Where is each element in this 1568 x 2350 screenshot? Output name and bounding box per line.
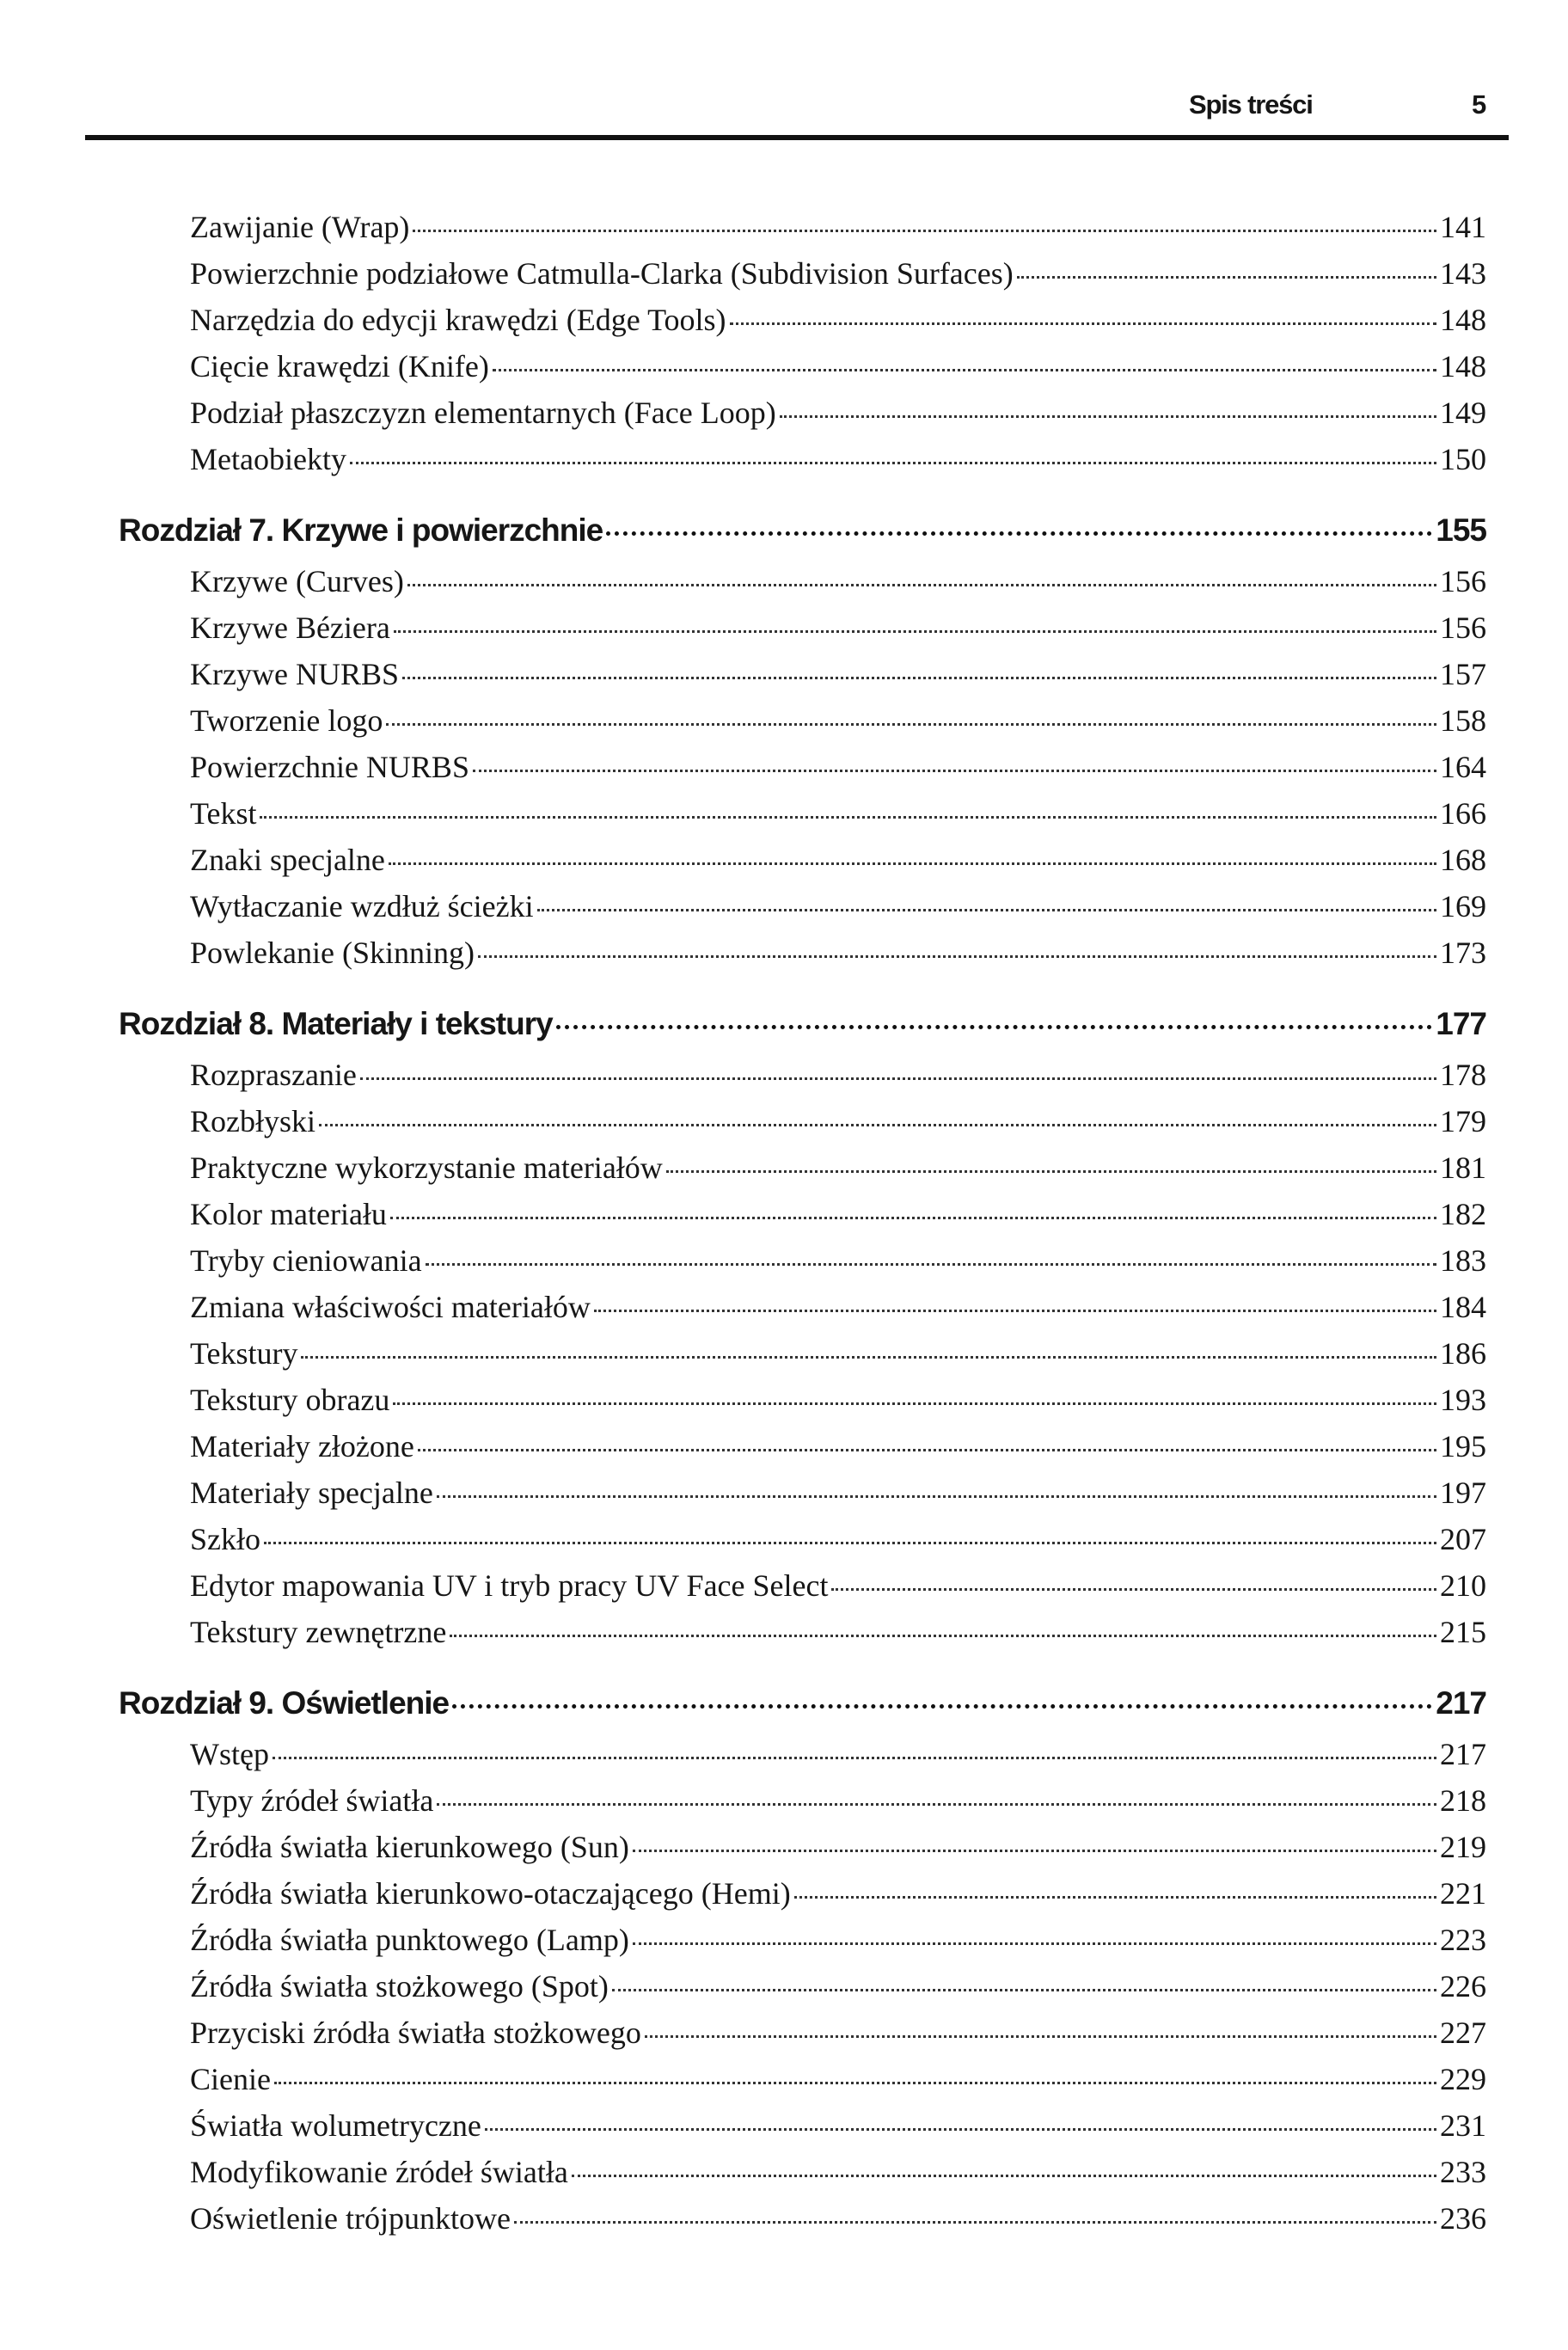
toc-page-number: 217	[1436, 1685, 1486, 1721]
toc-label: Tryby cieniowania	[190, 1243, 422, 1278]
running-header-title: Spis treści	[1189, 89, 1313, 120]
toc-entry	[0, 209, 1568, 255]
toc-label: Cienie	[190, 2062, 271, 2096]
dot-leader	[633, 1942, 1436, 1945]
toc-entry	[0, 1968, 1568, 2015]
toc-label: Źródła światła punktowego (Lamp)	[190, 1923, 629, 1957]
toc-label: Krzywe Béziera	[190, 611, 390, 645]
dot-leader	[537, 909, 1436, 911]
toc-chapter-heading	[0, 1685, 1568, 1732]
toc-entry	[0, 1875, 1568, 1922]
toc-entry	[0, 1289, 1568, 1335]
toc-page-number: 231	[1440, 2108, 1486, 2143]
toc-label: Światła wolumetryczne	[190, 2108, 481, 2143]
dot-leader	[594, 1310, 1436, 1312]
dot-leader	[260, 816, 1436, 819]
toc-entry	[0, 1782, 1568, 1829]
toc-label: Typy źródeł światła	[190, 1783, 434, 1818]
toc-entry	[0, 2061, 1568, 2108]
toc-label: Źródła światła stożkowego (Spot)	[190, 1969, 609, 2003]
toc-page-number: 215	[1440, 1615, 1486, 1649]
toc-entry	[0, 395, 1568, 441]
toc-entry	[0, 1475, 1568, 1521]
toc-page-number: 143	[1440, 256, 1486, 291]
dot-leader	[402, 677, 1436, 679]
dot-leader	[556, 1025, 1433, 1029]
toc-entry	[0, 703, 1568, 749]
toc-entry	[0, 1103, 1568, 1150]
toc-entry	[0, 348, 1568, 395]
toc-entry	[0, 1150, 1568, 1196]
toc-page-number: 173	[1440, 936, 1486, 970]
toc-entry	[0, 749, 1568, 795]
toc-label: Cięcie krawędzi (Knife)	[190, 349, 489, 383]
toc-label: Podział płaszczyzn elementarnych (Face Loop)	[190, 396, 776, 430]
dot-leader	[645, 2035, 1436, 2038]
dot-leader	[389, 862, 1436, 865]
toc-entry	[0, 1057, 1568, 1103]
toc-page-number: 148	[1440, 349, 1486, 383]
toc-page-number: 141	[1440, 210, 1486, 244]
toc-entry	[0, 795, 1568, 842]
toc-entry	[0, 1829, 1568, 1875]
toc-page-number: 219	[1440, 1830, 1486, 1864]
toc-chapter-heading	[0, 512, 1568, 559]
toc-entry	[0, 1382, 1568, 1428]
toc-entry	[0, 842, 1568, 888]
toc-label: Krzywe (Curves)	[190, 564, 404, 598]
toc-label: Źródła światła kierunkowo-otaczającego (Hemi)	[190, 1876, 791, 1911]
toc-label: Zawijanie (Wrap)	[190, 210, 410, 244]
toc-page-number: 195	[1440, 1429, 1486, 1463]
toc-label: Praktyczne wykorzystanie materiałów	[190, 1150, 663, 1185]
toc-page-number: 177	[1436, 1006, 1486, 1041]
toc-page-number: 182	[1440, 1197, 1486, 1231]
toc-entry	[0, 2015, 1568, 2061]
dot-leader	[407, 584, 1436, 586]
toc-label: Powlekanie (Skinning)	[190, 936, 475, 970]
toc-label: Szkło	[190, 1522, 261, 1556]
toc-entry	[0, 441, 1568, 488]
toc-label: Narzędzia do edycji krawędzi (Edge Tools)	[190, 303, 726, 337]
toc-entry	[0, 2154, 1568, 2200]
toc-entry	[0, 1428, 1568, 1475]
dot-leader	[413, 230, 1436, 232]
toc-label: Materiały złożone	[190, 1429, 414, 1463]
dot-leader	[426, 1263, 1436, 1266]
toc-page-number: 181	[1440, 1150, 1486, 1185]
toc-page-number: 156	[1440, 564, 1486, 598]
toc-page-number: 229	[1440, 2062, 1486, 2096]
dot-leader	[485, 2128, 1436, 2131]
toc-page-number: 193	[1440, 1383, 1486, 1417]
toc-page-number: 223	[1440, 1923, 1486, 1957]
toc-label: Powierzchnie podziałowe Catmulla-Clarka (Subdivision Surfaces)	[190, 256, 1014, 291]
toc-chapter-heading	[0, 1006, 1568, 1052]
toc-page-number: 178	[1440, 1058, 1486, 1092]
toc-page-number: 164	[1440, 750, 1486, 784]
toc-entry	[0, 888, 1568, 935]
toc-page-number: 236	[1440, 2201, 1486, 2236]
dot-leader	[360, 1077, 1436, 1080]
toc-label: Krzywe NURBS	[190, 657, 399, 691]
toc-page-number: 233	[1440, 2155, 1486, 2189]
toc-label: Przyciski źródła światła stożkowego	[190, 2016, 641, 2050]
dot-leader	[390, 1217, 1436, 1219]
toc-label: Tekstury obrazu	[190, 1383, 390, 1417]
toc-entry	[0, 2108, 1568, 2154]
dot-leader	[633, 1850, 1436, 1852]
toc-entry	[0, 1614, 1568, 1660]
toc-page-number: 149	[1440, 396, 1486, 430]
dot-leader	[666, 1170, 1436, 1173]
toc-label: Rozdział 7. Krzywe i powierzchnie	[119, 512, 603, 548]
dot-leader	[478, 955, 1436, 958]
dot-leader	[393, 1402, 1436, 1405]
table-of-contents	[0, 209, 1568, 2247]
dot-leader	[319, 1124, 1436, 1126]
toc-label: Metaobiekty	[190, 442, 346, 476]
dot-leader	[386, 723, 1436, 726]
toc-page-number: 207	[1440, 1522, 1486, 1556]
toc-entry	[0, 656, 1568, 703]
toc-label: Edytor mapowania UV i tryb pracy UV Face Select	[190, 1568, 829, 1603]
toc-page-number: 156	[1440, 611, 1486, 645]
toc-label: Zmiana właściwości materiałów	[190, 1290, 591, 1324]
dot-leader	[1017, 276, 1436, 279]
toc-page-number: 183	[1440, 1243, 1486, 1278]
toc-label: Materiały specjalne	[190, 1476, 433, 1510]
toc-entry	[0, 1196, 1568, 1242]
toc-entry	[0, 255, 1568, 302]
toc-page-number: 150	[1440, 442, 1486, 476]
toc-page-number: 221	[1440, 1876, 1486, 1911]
toc-page-number: 227	[1440, 2016, 1486, 2050]
toc-entry	[0, 610, 1568, 656]
toc-entry	[0, 1922, 1568, 1968]
dot-leader	[264, 1542, 1436, 1544]
toc-page-number: 158	[1440, 703, 1486, 738]
toc-label: Tekst	[190, 796, 257, 831]
toc-label: Rozbłyski	[190, 1104, 316, 1138]
dot-leader	[514, 2221, 1436, 2224]
toc-page-number: 226	[1440, 1969, 1486, 2003]
toc-label: Znaki specjalne	[190, 843, 385, 877]
dot-leader	[612, 1989, 1436, 1991]
toc-page-number: 184	[1440, 1290, 1486, 1324]
toc-label: Rozpraszanie	[190, 1058, 357, 1092]
toc-label: Kolor materiału	[190, 1197, 387, 1231]
toc-page-number: 168	[1440, 843, 1486, 877]
toc-page-number: 197	[1440, 1476, 1486, 1510]
toc-entry	[0, 563, 1568, 610]
dot-leader	[493, 369, 1436, 371]
dot-leader	[606, 531, 1432, 536]
dot-leader	[437, 1495, 1436, 1498]
dot-leader	[437, 1803, 1436, 1806]
toc-page-number: 210	[1440, 1568, 1486, 1603]
toc-label: Tworzenie logo	[190, 703, 383, 738]
toc-entry	[0, 1242, 1568, 1289]
dot-leader	[301, 1356, 1436, 1359]
dot-leader	[350, 462, 1436, 464]
dot-leader	[831, 1588, 1436, 1591]
dot-leader	[452, 1704, 1432, 1709]
header-rule	[85, 135, 1509, 140]
toc-entry	[0, 1568, 1568, 1614]
toc-page-number: 148	[1440, 303, 1486, 337]
dot-leader	[274, 2082, 1436, 2084]
toc-label: Rozdział 8. Materiały i tekstury	[119, 1006, 553, 1041]
toc-page-number: 157	[1440, 657, 1486, 691]
dot-leader	[473, 770, 1436, 772]
toc-label: Tekstury	[190, 1336, 298, 1371]
toc-entry	[0, 935, 1568, 981]
toc-label: Wstęp	[190, 1737, 269, 1771]
toc-page-number: 217	[1440, 1737, 1486, 1771]
dot-leader	[273, 1757, 1436, 1759]
toc-label: Rozdział 9. Oświetlenie	[119, 1685, 450, 1721]
toc-entry	[0, 1335, 1568, 1382]
toc-page-number: 218	[1440, 1783, 1486, 1818]
dot-leader	[730, 322, 1436, 325]
toc-page-number: 166	[1440, 796, 1486, 831]
toc-label: Modyfikowanie źródeł światła	[190, 2155, 568, 2189]
toc-page-number: 186	[1440, 1336, 1486, 1371]
toc-entry	[0, 1736, 1568, 1782]
toc-entry	[0, 302, 1568, 348]
toc-label: Tekstury zewnętrzne	[190, 1615, 447, 1649]
toc-page-number: 179	[1440, 1104, 1486, 1138]
dot-leader	[780, 415, 1436, 418]
toc-page-number: 155	[1436, 512, 1486, 548]
page-number: 5	[1472, 89, 1487, 120]
dot-leader	[418, 1449, 1436, 1451]
toc-label: Oświetlenie trójpunktowe	[190, 2201, 511, 2236]
dot-leader	[394, 630, 1436, 633]
dot-leader	[450, 1635, 1436, 1637]
toc-label: Źródła światła kierunkowego (Sun)	[190, 1830, 629, 1864]
toc-entry	[0, 1521, 1568, 1568]
dot-leader	[794, 1896, 1436, 1899]
toc-entry	[0, 2200, 1568, 2247]
toc-label: Wytłaczanie wzdłuż ścieżki	[190, 889, 534, 923]
toc-label: Powierzchnie NURBS	[190, 750, 469, 784]
dot-leader	[572, 2175, 1436, 2177]
toc-page-number: 169	[1440, 889, 1486, 923]
